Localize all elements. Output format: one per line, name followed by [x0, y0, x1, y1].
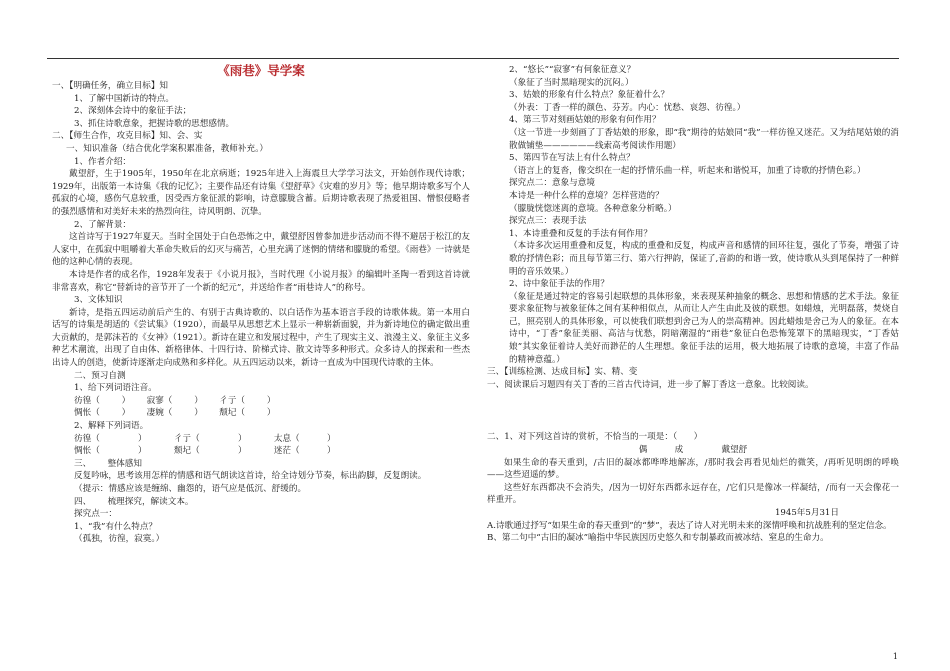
right-text-line: （朦胧恍惚迷离的意境。各种意象分析略。）	[509, 203, 677, 214]
left-text-line: 二、【师生合作，攻克目标】知、会、实	[52, 131, 203, 142]
left-text-line: 3、文体知识	[74, 295, 123, 306]
right-text-line: （外表：丁香一样的颜色、芬芳。内心：忧愁、哀怨、彷徨。）	[509, 102, 746, 113]
left-text-line: 2、了解背景：	[74, 219, 132, 230]
left-text-line: 3、抓住诗歌意象，把握诗歌的思想感情。	[74, 118, 235, 129]
right-text-line: 5、第四节在写法上有什么特点？	[509, 153, 635, 164]
left-text-line: 戴望舒，生于1905年，1950年在北京病逝；1925年进入上海震旦大学学习法文，开始创作现代诗歌；1929年，出版第一本诗集《我的记忆》；主要作品还有诗集《望舒草》《灾难的岁月》等；他早期诗歌多写个人孤寂的心境，感伤气息较重，因受西方象征派的影响，诗意朦胧含蓄。后期诗歌表现了热爱祖国、憎恨侵略者的强烈感情和对美好未来的热烈向往，诗风明朗、沉挚。	[52, 169, 470, 217]
right-text-line: 这些好东西都决不会消失，/因为一切好东西都永远存在，/它们只是像冰一样凝结，/而有一天会像花一样重开。	[487, 482, 899, 506]
left-text-line: 2、深刻体会诗中的象征手法；	[74, 106, 192, 117]
right-text-line: 三、【训练检测、达成目标】实、精、变	[487, 367, 638, 378]
right-text-line: （语言上的复沓，像交织在一起的抒情乐曲一样，听起来和谐悦耳，加重了诗歌的抒情色彩。）	[509, 165, 866, 176]
left-text-line: 三、 整体感知	[74, 458, 142, 469]
right-text-line: 1945年5月31日	[774, 508, 839, 518]
left-text-line: 1、“我”有什么特点？	[74, 521, 158, 532]
page-number: 1	[892, 652, 898, 661]
left-text-line: 本诗是作者的成名作，1928年发表于《小说月报》，当时代理《小说月报》的编辑叶圣陶一看到这首诗就非常喜欢，称它“替新诗的音节开了一个新的纪元”，并送给作者“雨巷诗人”的称号。	[52, 269, 470, 293]
left-text-line: 探究点一：	[74, 509, 117, 520]
left-text-line: （提示：情感应该是缠绵、幽怨的，语气应是低沉、舒缓的。	[74, 484, 307, 494]
right-text-line: 探究点二：意象与意境	[509, 178, 595, 189]
right-text-line: （这一节进一步刻画了丁香姑娘的形象，即“我”期待的姑娘同“我”一样彷徨又迷茫。又为结尾姑娘的消散做铺垫——————线索高考阅读作用题）	[509, 127, 899, 151]
top-rule	[47, 58, 899, 59]
left-text-line: 惆怅（ ） 颓圮（ ） 迷茫（ ）	[74, 446, 336, 457]
right-text-line: 2、“悠长”“寂寥”有何象征意义？	[509, 65, 636, 75]
right-text-line: 3、姑娘的形象有什么特点？象征着什么？	[509, 90, 670, 101]
left-text-line: （孤独，彷徨，寂寞。）	[74, 534, 165, 545]
left-text-line: 1、作者介绍：	[74, 156, 132, 167]
left-text-line: 彷徨（ ） 彳亍（ ） 太息（ ）	[74, 433, 336, 444]
right-text-line	[487, 391, 899, 431]
left-text-line: 四、 梳理探究，解读文本。	[74, 496, 194, 507]
right-text-line: B、第二句中“古旧的凝冰”喻指中华民族因历史悠久和专制暴政而被冰结、窒息的生命力。	[487, 533, 829, 544]
left-text-line: 反复吟咏，思考该用怎样的情感和语气朗读这首诗，给全诗划分节奏，标出韵脚，反复朗读。	[74, 471, 427, 482]
right-text-line: 1、本诗重叠和反复的手法有何作用？	[509, 228, 652, 239]
right-text-line: 如果生命的春天重到，/古旧的凝冰都哗哗地解冻，/那时我会再看见灿烂的微笑，/再听见明朗的呼唤——这些迢遥的梦。	[487, 457, 899, 481]
left-text-line: 二、预习自测	[74, 370, 126, 381]
right-text-line: （象征是通过特定的容易引起联想的具体形象，来表现某种抽象的概念、思想和情感的艺术手法。象征要求象征物与被象征体之间有某种相似点，从而让人产生由此及彼的联想。如蜡烛，光明磊落，焚烧自己，照亮别人的具体形象，可以使我们联想到舍己为人的崇高精神。因此蜡烛是舍己为人的象征。在本诗中，“丁香”象征美丽、高洁与忧愁，阴暗潮湿的“雨巷”象征白色恐怖笼罩下的黑暗现实，“丁香姑娘”其实象征着诗人美好而渺茫的人生理想。象征手法的运用，极大地拓展了诗歌的意境，丰富了作品的精神意蕴。）	[509, 291, 899, 365]
left-text-line: 这首诗写于1927年夏天。当时全国处于白色恐怖之中，戴望舒因曾参加进步活动而不得不避居于松江的友人家中，在孤寂中咀嚼着大革命失败后的幻灭与痛苦，心里充满了迷惘的情绪和朦胧的希望。《雨巷》一诗就是他的这种心情的表现。	[52, 232, 470, 268]
left-text-line: 一、知识准备（结合优化学案积累准备，教师补充。）	[66, 143, 268, 154]
right-text-line: 探究点三：表现手法	[509, 216, 587, 227]
right-text-line: 2、诗中象征手法的作用？	[509, 279, 609, 290]
left-text-line: 一、【明确任务，确立目标】知	[52, 81, 169, 91]
left-column	[52, 64, 470, 546]
left-text-line: 1、了解中国新诗的特点。	[74, 93, 174, 104]
right-text-line: （本诗多次运用重叠和反复，构成的重叠和反复，构成声音和感情的回环往复，强化了节奏，增强了诗歌的抒情色彩；而且每节第三行、第六行押韵，保证了,音韵的和谐一致，使诗歌从头到尾保持了一种鲜明的音乐效果。）	[509, 241, 899, 277]
right-text-line: （象征了当时黑暗现实的沉闷。）	[509, 77, 634, 88]
right-text-line: 4、第三节对刻画姑娘的形象有何作用？	[509, 115, 661, 126]
right-text-line: 本诗是一种什么样的意境？怎样营造的？	[509, 190, 664, 201]
right-text-line: A.诗歌通过抒写“如果生命的春天重到”的“梦”，表达了诗人对光明未来的深情呼唤和抗战胜利的坚定信念。	[487, 520, 892, 531]
left-text-line: 彷徨（ ） 寂寥（ ） 彳亍（ ）	[74, 395, 276, 406]
left-text-line: 新诗，是指五四运动前后产生的、有别于古典诗歌的、以白话作为基本语言手段的诗歌体裁。第一本用白话写的诗集是胡适的《尝试集》（1920），而最早从思想艺术上显示一种崭新面貌，并为新诗地位的确定做出重大贡献的，是郭沫若的《女神》（1921）。新诗在建立和发展过程中，产生了现实主义、浪漫主义、象征主义多种艺术潮流，出现了自由体、新格律体、十四行诗、阶梯式诗、散文诗等多种形式。众多诗人的探索和一些杰出诗人的创造，使新诗逐渐走向成熟和多样化。从五四运动以来，新诗一直成为中国现代诗歌的主体。	[52, 307, 470, 369]
left-text-line: 2、解释下列词语。	[74, 421, 149, 432]
right-text-line: 二、1、对下列这首诗的赏析，不恰当的一项是：（ ）	[487, 432, 703, 443]
right-text-line: 偶 成 戴望舒	[638, 445, 748, 456]
right-text-line: 一、阅读课后习题四有关丁香的三首古代诗词，进一步了解丁香这一意象。比较阅读。	[487, 379, 814, 390]
right-column	[487, 64, 899, 545]
left-text-line: 惆怅（ ） 凄婉（ ） 颓圮（ ）	[74, 408, 276, 419]
page-title: 《雨巷》导学案	[217, 63, 305, 78]
left-text-line: 1、给下列词语注音。	[74, 383, 157, 394]
